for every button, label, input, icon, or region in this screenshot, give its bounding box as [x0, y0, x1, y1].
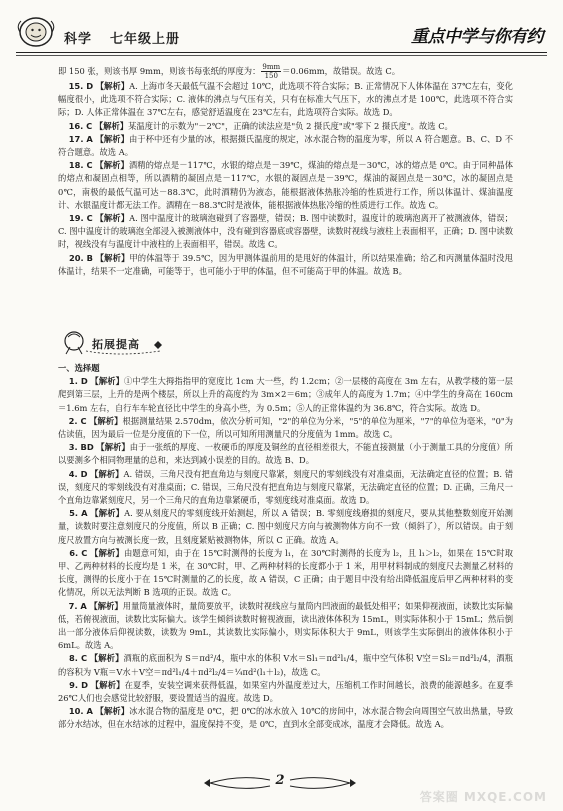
question-number: 17. A	[68, 133, 93, 144]
answer-text: 在夏季，安装空调来获得低温，如果室内外温度差过大，压缩机工作时间越长，浪费的能源越多。在夏季 26℃人们也会感觉比较舒服，要设置适当的温度。故选 D。	[58, 679, 513, 704]
question-number: 9. D	[69, 679, 89, 690]
page-header	[0, 0, 563, 62]
analysis-tag: 【解析】	[90, 508, 125, 519]
analysis-tag: 【解析】	[95, 706, 130, 717]
analysis-tag: 【解析】	[90, 376, 125, 387]
answer-continuation: 即 150 张，则该书厚 9mm，则该书每张纸的厚度为： $\frac{9mm}{150}$ ＝0.06mm，故错误。故选 C。	[58, 63, 401, 80]
question-number: 20. B	[68, 252, 94, 263]
fraction: $\frac{9mm}{150}$	[262, 63, 281, 80]
answer-text: 由于一张纸的厚度、一枚硬币的厚度及铜丝的直径相差很大，不能直接测量（小于测量工具的分度值）所以要测多个相同物理量的总和，来达到减小误差的目的。故选 B、D。	[58, 442, 513, 466]
analysis-tag: 【解析】	[96, 442, 130, 453]
question-number: 3. BD	[68, 442, 94, 453]
answer-text: 甲的体温等于 39.5℃，因为甲测体温前用的是甩好的体温计，所以结果准确；给乙和丙测量体温时没甩体温计，结果不一定准确，可能等于，也可能小于甲的体温，但不可能高于甲的体温。故选 B。	[58, 252, 513, 276]
answer-text: 根据测量结果 2.570dm，依次分析可知，"2"的单位为分米，"5"的单位为厘米，"7"的单位为毫米，"0"为估读值，因为最后一位是分度值的下一位，所以可知所用测量尺的分度值为 1mm。故选 C。	[58, 415, 513, 440]
logo-icon	[16, 14, 56, 50]
answer-item	[58, 375, 513, 415]
page-footer	[200, 770, 360, 796]
answer-text: 用量筒量液体时，量筒要放平，读数时视线应与量筒内凹液面的最低处相平；如果仰视液面，读数比实际偏低，若俯视液面，读数比实际偏大。该学生倾斜读数时俯视液面，读出液体体积为 15mL，则实际体积小于 15mL；然后倒出一部分液体后仰视读数，读数为 9mL，其读数比实际偏小，则实际体积大于 9mL，则该学生实际倒出的液体体积小于 6mL。故选 A。	[58, 600, 513, 651]
answer-text: A. 上海市冬天最低气温不会超过 10℃，此选项不符合实际；B. 正常情况下人体体温在 37℃左右，变化幅度很小，此选项不符合实际；C. 液体的沸点与气压有关，只有在标准大气压下，水的沸点才是 100℃，此选项不符合实际；D. 人体正常体温在 37℃左右，感觉舒适温度在 23℃左右，此选项符合实际。故选 D。	[58, 81, 513, 118]
analysis-tag: 【解析】	[95, 252, 130, 263]
analysis-tag: 【解析】	[89, 600, 123, 611]
answer-item	[58, 468, 513, 508]
answer-item	[58, 705, 513, 731]
question-number: 15. D	[68, 81, 94, 91]
answer-text: 酒瓶的底面积为 S＝πd²/4，瓶中水的体积 V水＝Sl₁＝πd²l₁/4，瓶中空气体积 V空＝Sl₂＝πd²l₂/4，酒瓶的容积为 V瓶＝V水＋V空＝πd²l₁/4＋πd²l₂/4＝¼πd²(l₁＋l₂)，故选 C。	[58, 653, 513, 677]
analysis-tag: 【解析】	[90, 468, 124, 479]
header-subject: 科学	[64, 32, 93, 47]
answer-text: A. 要从刻度尺的零刻度线开始测起，所以 A 错误；B. 零刻度线磨损的刻度尺，要从其他整数刻度开始测量，读数时要注意刻度尺的分度值，所以 B 正确；C. 图中刻度尺方向与被测物体方向不一致（倾斜了），所以错误。由于刻度尺放置方向与被测长度一致，且刻度紧贴被测物体，所以 C 正确。故选 A。	[58, 508, 513, 545]
answer-text: 某温度计的示数为"－2℃"，正确的读法应是"负 2 摄氏度"或"零下 2 摄氏度"。故选 C。	[128, 120, 453, 131]
answer-text: 由题意可知，由于在 15℃时测得的长度为 l₁，在 30℃时测得的长度为 l₂，且 l₁＞l₂，如果在 15℃时取甲、乙两种材料的长度均是 1 米，在 30℃时，甲、乙两种材料的长度都小于 1 米，用甲材料制成的刻度尺去测量乙材料的长度，测得的长度小于在 15℃时测量的乙的长度，故 A 错误，C 正确；由于题目中没有给出降低温度后甲乙两种材料的变化情况，所以无法判断 B 选项的正误。故选 C。	[58, 547, 514, 598]
analysis-tag: 【解析】	[94, 120, 129, 131]
answer-item	[58, 212, 513, 252]
question-number: 16. C	[68, 120, 93, 131]
question-number: 18. C	[68, 160, 93, 171]
answer-item	[58, 441, 513, 467]
question-number: 8. C	[69, 653, 88, 664]
header-divider	[16, 52, 547, 53]
watermark	[407, 761, 547, 805]
answer-text: A. 错误，三角尺没有把直角边与刻度尺靠紧，刻度尺的零刻线没有对准桌面，无法确定直径的位置；B. 错误，刻度尺的零刻线没有对准桌面；C. 错误，三角尺没有把直角边与刻度尺靠紧，无法确定直径的位置；D. 正确，三角尺一个直角边靠紧刻度尺，另一个三角尺的直角边靠紧硬币，零刻度线对准桌面。故选 D。	[58, 468, 513, 506]
question-number: 5. A	[69, 508, 88, 519]
answer-item	[58, 507, 513, 547]
header-divider-thin	[16, 55, 547, 56]
analysis-tag: 【解析】	[95, 81, 130, 91]
answer-item	[58, 415, 513, 441]
section-title: 拓展提高	[92, 338, 140, 351]
answer-section-top	[58, 63, 513, 278]
page-number: 2	[275, 773, 285, 788]
answer-item	[58, 679, 513, 705]
analysis-tag: 【解析】	[90, 679, 125, 690]
question-number: 6. C	[69, 547, 88, 558]
header-grade: 七年级上册	[110, 32, 181, 47]
question-number: 19. C	[68, 213, 93, 224]
question-number: 2. C	[68, 415, 87, 426]
answer-text: 酒精的熔点是－117℃，水银的熔点是－39℃，煤油的熔点是－30℃，冰的熔点是 0℃。由于同种晶体的熔点和凝固点相等，所以酒精的凝固点是－117℃，水银的凝固点是－39℃，煤油的凝固点是－30℃，冰的凝固点是 0℃，南极的最低气温可达－88.3℃，此时酒精仍为液态，能根据液体热胀冷缩的性质进行工作，所以体温计、煤油温度计、水银温度计都无法工作。酒精在－88.3℃时是液体，能根据液体热胀冷缩的性质进行工作。故选 C。	[58, 160, 513, 210]
answer-text: A. 图中温度计的玻璃泡碰到了容器壁，错误；B. 图中读数时，温度计的玻璃泡离开了被测液体，错误；C. 图中温度计的玻璃泡全部浸入被测液体中，没有碰到容器底或容器壁，读数时视线与液柱上表面相平，正确；D. 图中读数时，视线没有与温度计中液柱的上表面相平，错误。故选 C。	[58, 213, 513, 250]
answer-item	[58, 159, 513, 212]
answer-item	[58, 652, 513, 678]
answer-section-bottom	[58, 362, 513, 732]
answer-text: 由于杯中还有少量的冰，根据摄氏温度的规定，冰水混合物的温度为零，所以 A 符合题意。B、C、D 不符合题意。故选 A。	[58, 133, 513, 158]
subsection-heading: 一、选择题	[58, 363, 100, 373]
analysis-tag: 【解析】	[89, 653, 124, 664]
answer-item	[58, 547, 513, 600]
answer-item	[58, 600, 513, 653]
answer-item	[58, 120, 513, 133]
header-brand: 重点中学与你有约	[411, 27, 543, 47]
watermark-text: 答案圈 MXQE.COM	[419, 790, 547, 804]
question-number: 7. A	[68, 600, 87, 611]
question-number: 10. A	[68, 706, 93, 717]
question-number: 1. D	[68, 376, 88, 387]
analysis-tag: 【解析】	[90, 547, 124, 558]
answer-item	[58, 80, 513, 120]
question-number: 4. D	[68, 468, 88, 479]
analysis-tag: 【解析】	[95, 160, 129, 171]
answer-text: ①中学生大拇指指甲的宽度比 1cm 大一些，约 1.2cm；②一层楼的高度在 3m 左右，从教学楼的第一层爬到第三层，上升的是两个楼层，所以上升的高度约为 3m×2＝6m；③成年人的高度为 1.7m；④中学生的身高在 160cm＝1.6m 左右，自行车车轮直径比中学生的身高小些，为 0.5m；⑤人的正常体温约为 36.8℃，符合实际。故选 D。	[58, 376, 513, 413]
answer-text: 冰水混合物的温度是 0℃，把 0℃的冰水放入 10℃的房间中，冰水混合物会向周围空气放出热量，导致部分水结冰，但在水结冰的过程中，温度保持不变，是 0℃，直到水全部变成冰，温度才会降低。故选 A。	[58, 706, 513, 730]
analysis-tag: 【解析】	[89, 415, 123, 426]
analysis-tag: 【解析】	[95, 213, 130, 224]
section-banner	[60, 327, 170, 357]
answer-item	[58, 133, 513, 159]
answer-item	[58, 252, 513, 278]
analysis-tag: 【解析】	[95, 133, 129, 144]
